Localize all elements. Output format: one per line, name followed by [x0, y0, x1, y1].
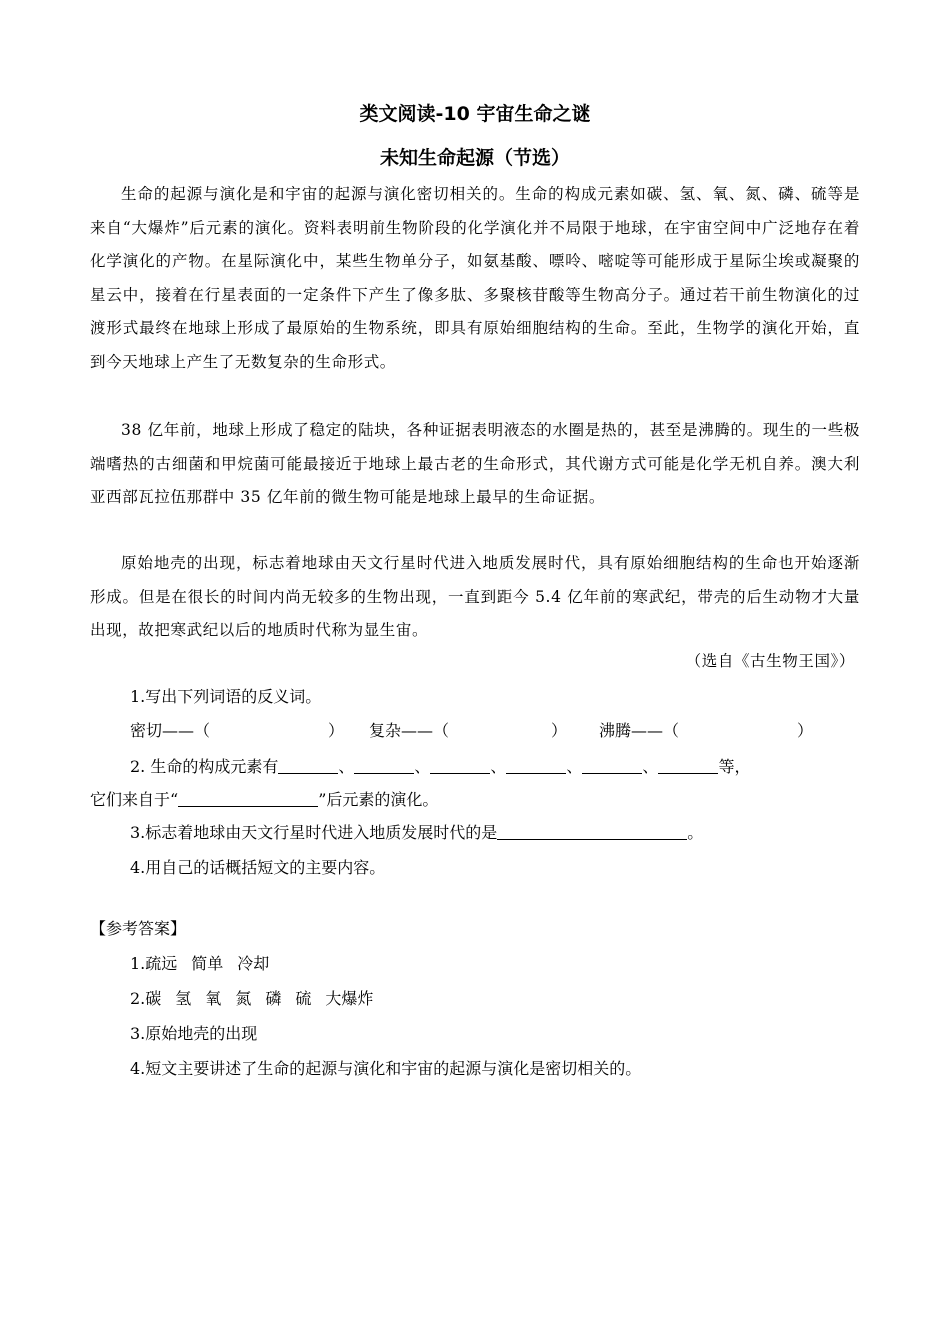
answer-4: 4.短文主要讲述了生命的起源与演化和宇宙的起源与演化是密切相关的。 [130, 1059, 642, 1078]
answer-1 [130, 951, 283, 977]
question-1: 1.写出下列词语的反义词。 [130, 687, 322, 706]
question-2-line-2 [90, 787, 438, 813]
question-2 [130, 754, 750, 780]
answer-blank[interactable] [278, 755, 338, 774]
answer-item: 2.碳 [130, 989, 162, 1008]
answer-item: 1.疏远 [130, 954, 178, 973]
question-4: 4.用自己的话概括短文的主要内容。 [130, 858, 386, 877]
answer-item: 磷 [265, 989, 282, 1008]
article-paragraph-3: 原始地壳的出现，标志着地球由天文行星时代进入地质发展时代，具有原始细胞结构的生命也开始逐渐形成。但是在很长的时间内尚无较多的生物出现，一直到距今 5.4 亿年前的寒武纪，带壳的后生动物才大量出现，故把寒武纪以后的地质时代称为显生宙。 [90, 554, 860, 640]
answer-item: 氢 [175, 989, 192, 1008]
question-2-suffix: 等， [718, 757, 751, 776]
article-source: （选自《古生物王国》） [685, 652, 855, 670]
antonym-close: ） [551, 721, 568, 740]
answer-blank[interactable] [430, 755, 490, 774]
answer-blank[interactable] [506, 755, 566, 774]
antonym-close: ） [328, 721, 345, 740]
antonym-item-1 [130, 718, 344, 744]
answer-item: 氧 [205, 989, 222, 1008]
antonym-item-2 [369, 718, 567, 744]
article-paragraph-1: 生命的起源与演化是和宇宙的起源与演化密切相关的。生命的构成元素如碳、氢、氧、氮、磷、硫等是来自“大爆炸”后元素的演化。资料表明前生物阶段的化学演化并不局限于地球，在宇宙空间中广泛地存在着化学演化的产物。在星际演化中，某些生物单分子，如氨基酸、嘌呤、嘧啶等可能形成于星际尘埃或凝聚的星云中，接着在行星表面的一定条件下产生了像多肽、多聚核苷酸等生物高分子。通过若干前生物演化的过渡形式最终在地球上形成了最原始的生物系统，即具有原始细胞结构的生命。至此，生物学的演化开始，直到今天地球上产生了无数复杂的生命形式。 [90, 185, 860, 371]
separator: 、 [414, 757, 431, 776]
answer-2 [130, 986, 387, 1012]
page-title: 类文阅读-10 宇宙生命之谜 [359, 103, 591, 125]
separator: 、 [566, 757, 583, 776]
answer-item: 冷却 [237, 954, 270, 973]
separator: 、 [490, 757, 507, 776]
separator: 、 [338, 757, 355, 776]
article-title: 未知生命起源（节选） [379, 147, 570, 169]
answer-blank[interactable] [658, 755, 718, 774]
antonym-word: 沸腾——（ [599, 721, 680, 740]
answer-blank[interactable] [497, 821, 687, 840]
answer-3: 3.原始地壳的出现 [130, 1024, 258, 1043]
answer-item: 氮 [235, 989, 252, 1008]
antonym-word: 复杂——（ [369, 721, 450, 740]
antonym-item-3 [599, 718, 813, 744]
question-3 [130, 820, 703, 846]
answer-item: 硫 [295, 989, 312, 1008]
antonym-close: ） [797, 721, 814, 740]
answer-item: 大爆炸 [325, 989, 374, 1008]
answer-blank[interactable] [582, 755, 642, 774]
antonym-word: 密切——（ [130, 721, 211, 740]
question-3-prefix: 3.标志着地球由天文行星时代进入地质发展时代的是 [130, 823, 498, 842]
question-2-prefix: 2. 生命的构成元素有 [130, 757, 279, 776]
antonym-row [0, 718, 950, 744]
question-2-line2-suffix: ”后元素的演化。 [318, 790, 439, 809]
answer-blank[interactable] [354, 755, 414, 774]
question-3-suffix: 。 [687, 823, 704, 842]
article-paragraph-2: 38 亿年前，地球上形成了稳定的陆块，各种证据表明液态的水圈是热的，甚至是沸腾的。现生的一些极端嗜热的古细菌和甲烷菌可能最接近于地球上最古老的生命形式，其代谢方式可能是化学无机自养。澳大利亚西部瓦拉伍那群中 35 亿年前的微生物可能是地球上最早的生命证据。 [90, 421, 860, 507]
answer-item: 简单 [191, 954, 224, 973]
separator: 、 [642, 757, 659, 776]
answers-heading: 【参考答案】 [90, 919, 187, 938]
answer-blank[interactable] [178, 788, 318, 807]
question-2-line2-prefix: 它们来自于“ [90, 790, 179, 809]
